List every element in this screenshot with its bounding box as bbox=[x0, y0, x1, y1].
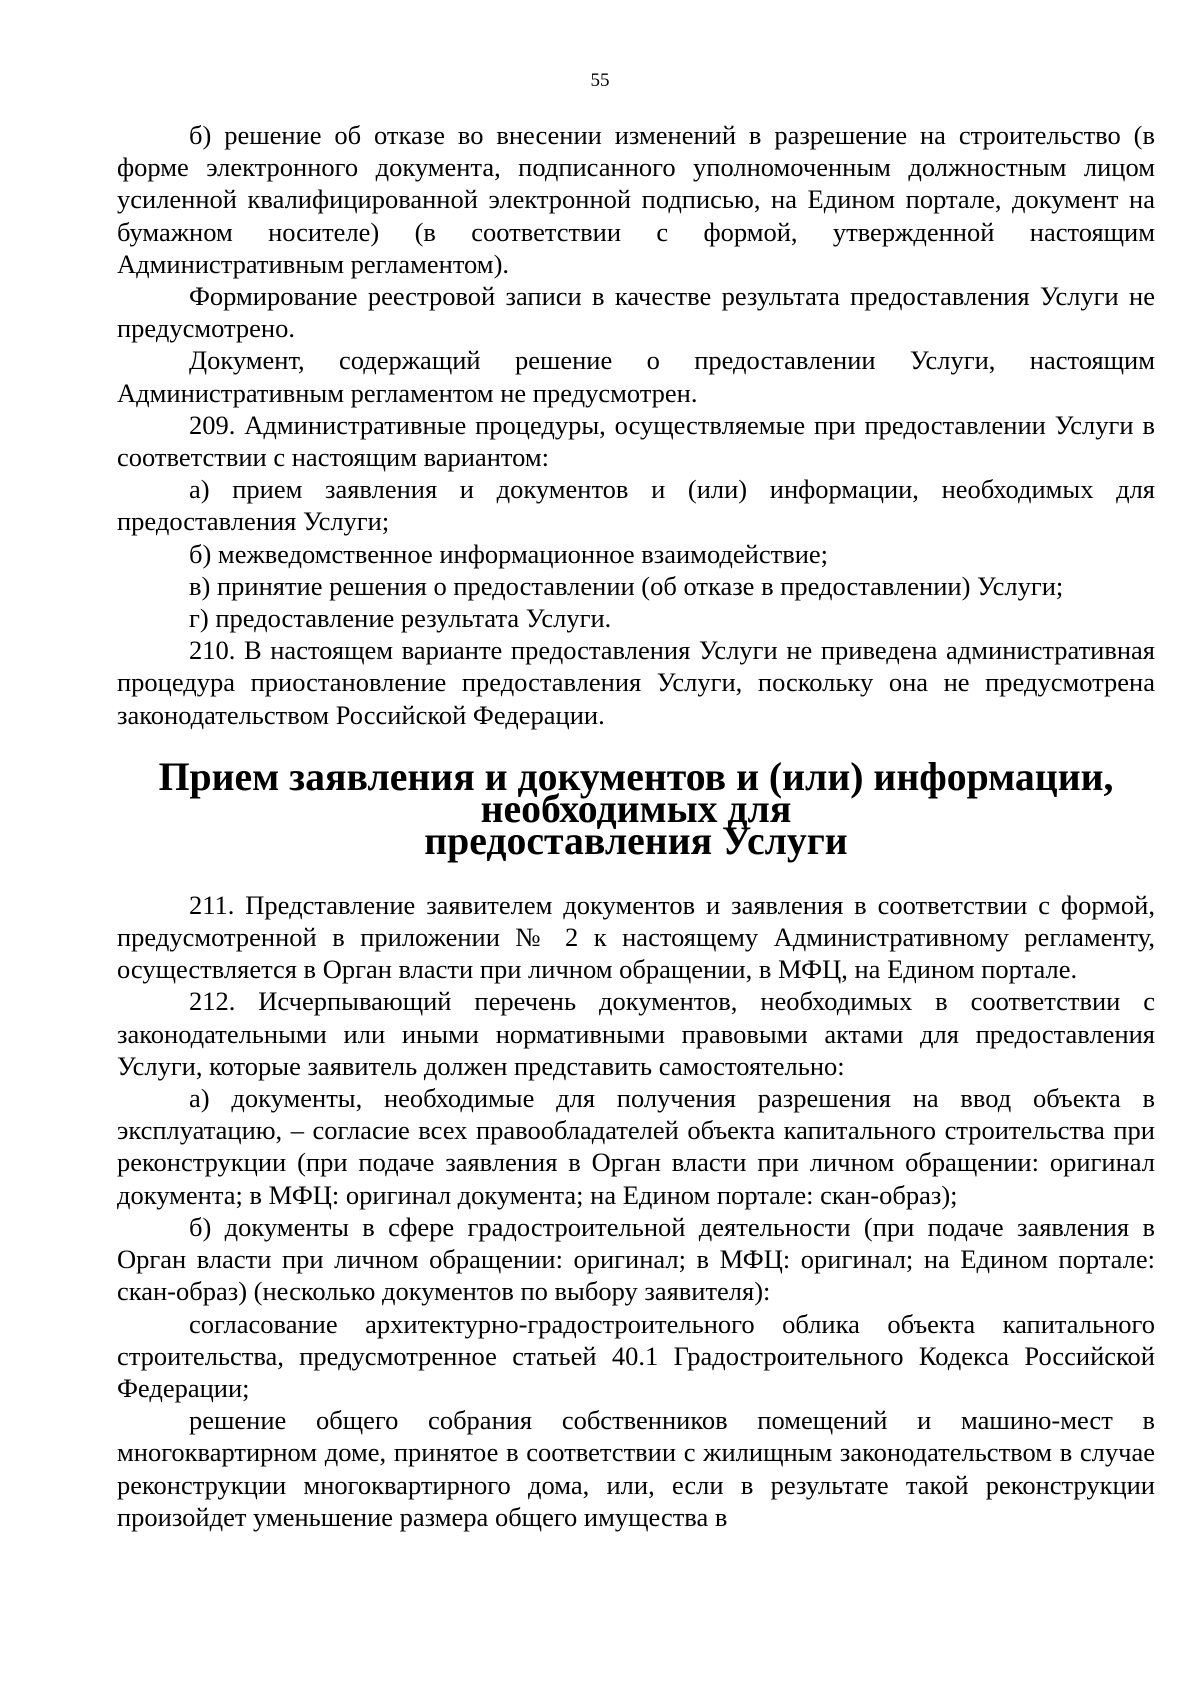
list-item-owners-meeting-decision: решение общего собрания собственников помещений и машино-мест в многоквартирном доме, принятое в соответствии с жилищным законодательством в случае реконструкции многоквартирного дома, или, если в результате такой реконструкции произойдет уменьшение размера общего имущества в bbox=[117, 1405, 1155, 1532]
page-number: 55 bbox=[590, 70, 610, 91]
list-item-architectural-approval: согласование архитектурно-градостроительного облика объекта капитального строительства, предусмотренное статьей 40.1 Градостроительного Кодекса Российской Федерации; bbox=[117, 1308, 1155, 1403]
paragraph-212: 212. Исчерпывающий перечень документов, необходимых в соответствии с законодательными или иными нормативными правовыми актами для предоставления Услуги, которые заявитель должен представить самостоятельно: bbox=[117, 986, 1155, 1081]
section-application-intake bbox=[117, 889, 1155, 1533]
paragraph-210: 210. В настоящем варианте предоставления Услуги не приведена административная процедура приостановление предоставления Услуги, поскольку она не предусмотрена законодательством Российской Федерации. bbox=[117, 635, 1155, 730]
document-body bbox=[117, 119, 1155, 1533]
section-variant-procedures bbox=[117, 119, 1155, 731]
paragraph-decision-document: Документ, содержащий решение о предоставлении Услуги, настоящим Административным регламентом не предусмотрен. bbox=[117, 345, 1155, 408]
section-heading bbox=[117, 754, 1155, 863]
list-item-209-c: в) принятие решения о предоставлении (об отказе в предоставлении) Услуги; bbox=[189, 570, 1064, 601]
list-item-212-b: б) документы в сфере градостроительной деятельности (при подаче заявления в Орган власти при личном обращении: оригинал; в МФЦ: оригинал; на Едином портале: скан-образ) (несколько документов по выбору заявителя): bbox=[117, 1211, 1155, 1307]
section-heading-line-1: Прием заявления и документов и (или) информации, необходимых для bbox=[158, 754, 1114, 831]
list-item-209-a: а) прием заявления и документов и (или) информации, необходимых для предоставления Услуги; bbox=[117, 474, 1155, 537]
paragraph-refusal-decision: б) решение об отказе во внесении изменений в разрешение на строительство (в форме электронного документа, подписанного уполномоченным должностным лицом усиленной квалифицированной электронной подписью, на Едином портале, документ на бумажном носителе) (в соответствии с формой, утвержденной настоящим Административным регламентом). bbox=[117, 120, 1155, 279]
list-item-209-d: г) предоставление результата Услуги. bbox=[189, 603, 612, 634]
paragraph-209: 209. Административные процедуры, осуществляемые при предоставлении Услуги в соответствии с настоящим вариантом: bbox=[117, 409, 1155, 473]
list-item-212-a: а) документы, необходимые для получения разрешения на ввод объекта в эксплуатацию, – согласие всех правообладателей объекта капитального строительства при реконструкции (при подаче заявления в Орган власти при личном обращении: оригинал документа; в МФЦ: оригинал документа; на Едином портале: скан-образ); bbox=[117, 1083, 1155, 1210]
list-item-209-b: б) межведомственное информационное взаимодействие; bbox=[189, 538, 829, 569]
paragraph-211: 211. Представление заявителем документов и заявления в соответствии с формой, предусмотренной в приложении № 2 к настоящему Административному регламенту, осуществляется в Орган власти при личном обращении, в МФЦ, на Едином портале. bbox=[117, 889, 1155, 985]
paragraph-registry-record: Формирование реестровой записи в качестве результата предоставления Услуги не предусмотрено. bbox=[117, 281, 1155, 344]
section-heading-line-2: предоставления Услуги bbox=[424, 818, 848, 863]
